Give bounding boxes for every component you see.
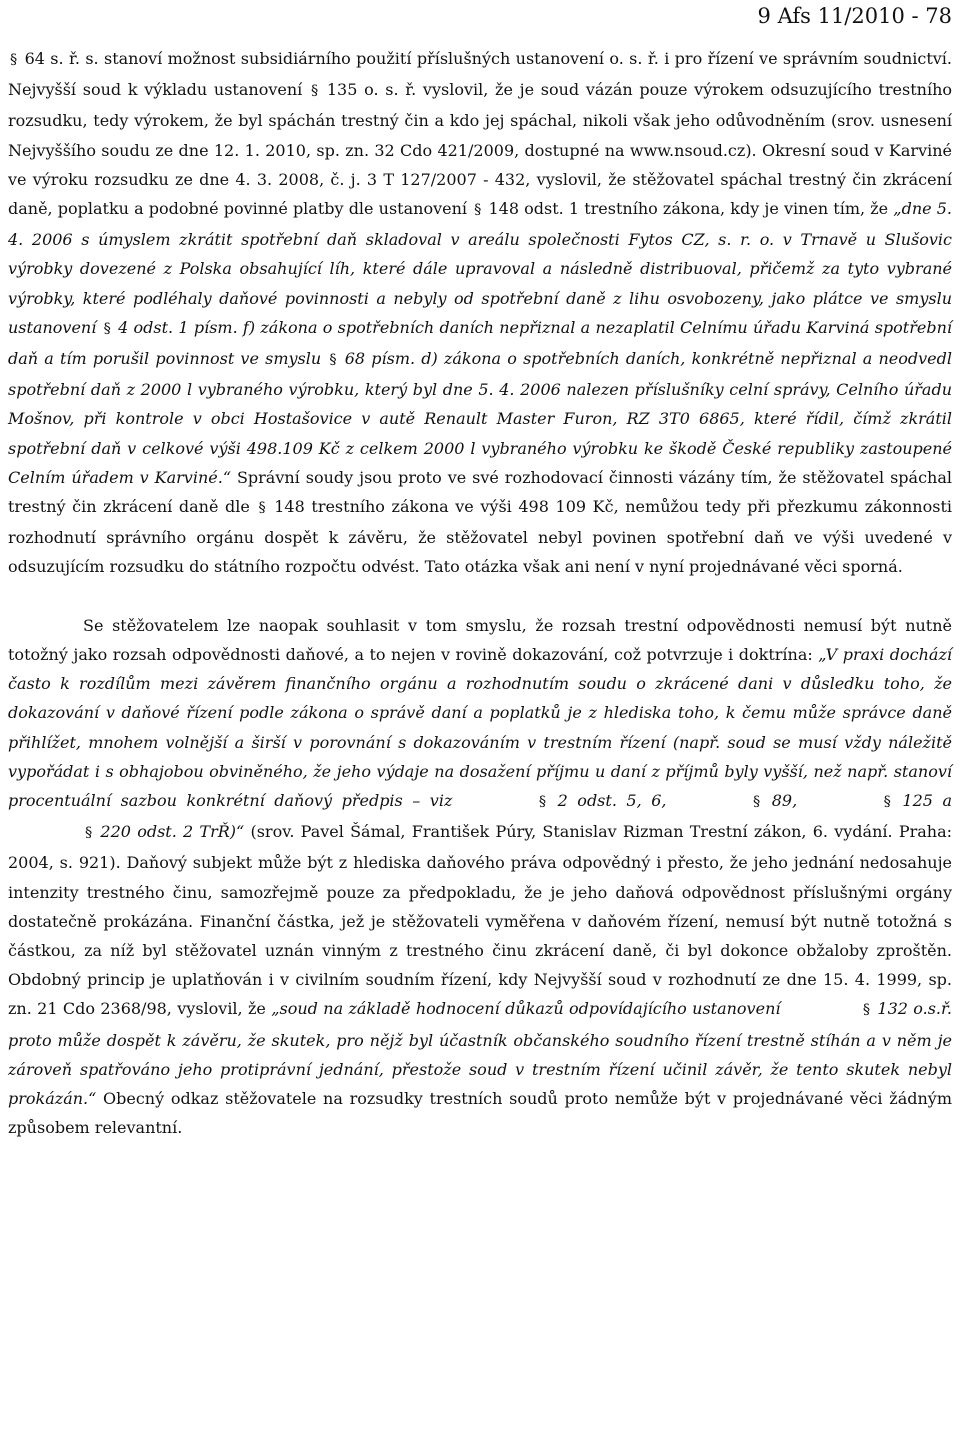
section-sign-icon: § — [883, 794, 891, 811]
body-text-run: 148 odst. 1 trestního zákona, kdy je vinen tím, že — [483, 199, 894, 219]
italic-quotation: 132 o.s.ř. proto může dospět k závěru, že skutek, pro nějž byl účastník občanského soudního řízení trestně stíhán a v něm je zároveň spatřováno jeho protiprávní jednání, přestože soud v trestním řízení učinil závěr, že tento skutek nebyl prokázán.“ — [8, 999, 952, 1109]
body-text-run: Správní soudy jsou proto ve své rozhodovací činnosti vázány tím, že stěžovatel spáchal trestný čin zkrácení daně dle — [8, 467, 952, 517]
case-number-header: 9 Afs 11/2010 - 78 — [757, 4, 952, 28]
italic-quotation: 4 odst. 1 písm. f) zákona o spotřebních daních nepřiznal a nezaplatil Celnímu úřadu Karviná spotřební daň a tím porušil povinnost ve smyslu — [8, 317, 953, 369]
body-text-run: 148 trestního zákona ve výši 498 109 Kč, nemůžou tedy při přezkumu zákonnosti rozhodnutí správního orgánu dospět k závěru, že stěžovatel nebyl povinen spotřební daň ve výši uvedené v odsuzujícím rozsudku do státního rozpočtu odvést. Tato otázka však ani není v nyní projednávané věci sporná. — [8, 497, 953, 577]
body-text-run: Se stěžovatelem lze naopak souhlasit v tom smyslu, že rozsah trestní odpovědnosti nemusí být nutně totožný jako rozsah odpovědnosti daňové, a to nejen v rovině dokazování, což potvrzuje i doktrína: — [8, 615, 952, 665]
section-sign-icon: § — [538, 794, 547, 811]
paragraph-1 — [8, 44, 952, 582]
body-text-run: 64 s. ř. s. stanoví možnost subsidiárního použití příslušných ustanovení o. s. ř. i pro řízení ve správním soudnictví. Nejvyšší soud k výkladu ustanovení — [8, 49, 952, 100]
section-sign-icon: § — [752, 794, 761, 811]
section-sign-icon: § — [85, 825, 93, 842]
body-text-run: Obecný odkaz stěžovatele na rozsudky trestních soudů proto nemůže být v projednávané věci žádným způsobem relevantní. — [8, 1089, 952, 1138]
italic-quotation: 2 odst. 5, 6, — [548, 791, 676, 811]
italic-quotation: 125 a — [892, 791, 952, 811]
section-sign-icon: § — [329, 352, 337, 369]
italic-quotation: „V praxi dochází často k rozdílům mezi závěrem finančního orgánu a rozhodnutím soudu o zkrácené dani v důsledku toho, že dokazování v daňové řízení podle zákona o správě daní a poplatků je z hlediska toho, k čemu může správce daně přihlížet, mnohem volnější a širší v porovnání s dokazováním v trestním řízení (např. soud se musí vždy náležitě vypořádat i s obhajobou obviněného, že jeho výdaje na dosažení příjmu u daní z příjmů byly vyšší, než např. stanoví procentuální sazbou konkrétní daňový předpis – viz — [8, 645, 953, 811]
body-text-run: (srov. Pavel Šámal, František Púry, Stanislav Rizman Trestní zákon, 6. vydání. Praha: 2004, s. 921). Daňový subjekt může být z hlediska daňového práva odpovědný i přesto, že jeho jednání nedosahuje intenzity trestného činu, samozřejmě pouze za předpokladu, že je jeho daňová odpovědnost příslušnými orgány dostatečně prokázána. Finanční částka, jež je stěžovateli vyměřena v daňovém řízení, nemusí být nutně totožná s částkou, za níž byl stěžovatel uznán vinným z trestného činu zkrácení daně, či byl dokonce obžaloby zproštěn. Obdobný princip je uplatňován i v civilním soudním řízení, kdy Nejvyšší soud v rozhodnutí ze dne 15. 4. 1999, sp. zn. 21 Cdo 2368/98, vyslovil, že — [8, 822, 953, 1019]
document-body — [8, 44, 952, 1143]
italic-quotation: „dne 5. 4. 2006 s úmyslem zkrátit spotřební daň skladoval v areálu společnosti Fytos CZ, s. r. o. v Trnavě u Slušovic výrobky dovezené z Polska obsahující líh, které dále upravoval a následně distribuoval, přičemž za tyto vybrané výrobky, které podléhaly daňové povinnosti a nebyly od spotřební daně z lihu osvobozeny, jako plátce ve smyslu ustanovení — [8, 199, 953, 337]
section-sign-icon: § — [103, 320, 111, 337]
body-text-run: 135 o. s. ř. vyslovil, že je soud vázán pouze výrokem odsuzujícího trestního rozsudku, tedy výrokem, že byl spáchán trestný čin a kdo jej spáchal, nikoli však jeho odůvodněním (srov. usnesení Nejvyššího soudu ze dne 12. 1. 2010, sp. zn. 32 Cdo 421/2009, dostupné na www.nsoud.cz). Okresní soud v Karviné ve výroku rozsudku ze dne 4. 3. 2008, č. j. 3 T 127/2007 - 432, vyslovil, že stěžovatel spáchal trestný čin zkrácení daně, poplatku a podobné povinné platby dle ustanovení — [8, 80, 953, 219]
italic-quotation: 220 odst. 2 TrŘ)“ — [94, 822, 245, 842]
paragraph-2 — [8, 611, 952, 1143]
section-sign-icon: § — [10, 52, 18, 68]
section-sign-icon: § — [258, 500, 266, 517]
italic-quotation: 89, — [762, 791, 807, 811]
italic-quotation: „soud na základě hodnocení důkazů odpovídajícího ustanovení — [271, 999, 786, 1019]
section-sign-icon: § — [862, 1002, 871, 1019]
italic-quotation: 68 písm. d) zákona o spotřebních daních, konkrétně nepřiznal a neodvedl spotřební daň z 2000 l vybraného výrobku, který byl dne 5. 4. 2006 nalezen příslušníky celní správy, Celního úřadu Mošnov, při kontrole v obci Hostašovice v autě Renault Master Furon, RZ 3T0 6865, které řídil, čímž zkrátil spotřební daň v celkové výši 498.109 Kč z celkem 2000 l vybraného výrobku ke škodě České republiky zastoupené Celním úřadem v Karviné.“ — [8, 349, 952, 487]
section-sign-icon: § — [474, 202, 482, 219]
section-sign-icon: § — [310, 83, 319, 100]
